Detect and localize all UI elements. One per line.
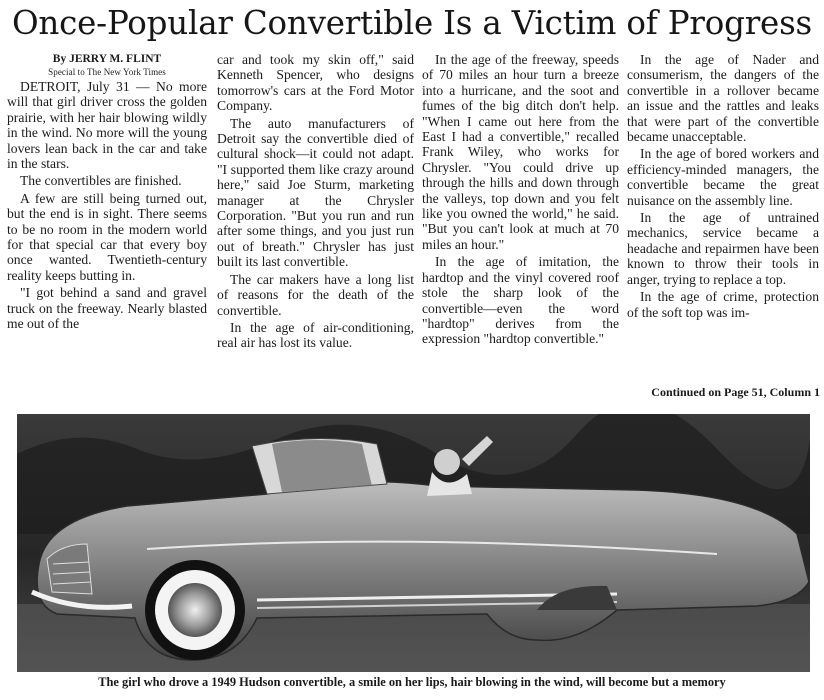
wire-credit: Special to The New York Times (48, 67, 166, 77)
article-column-1 (7, 52, 207, 332)
paragraph: In the age of air-conditioning, real air has lost its value. (217, 319, 414, 351)
article-column-3 (422, 52, 619, 347)
convertible-car-image (17, 414, 810, 672)
car-photo (17, 414, 810, 672)
paragraph: In the age of untrained mechanics, service became a headache and repairmen have been known to throw their tools in anger, trying to replace a top. (627, 210, 819, 287)
paragraph: In the age of crime, protection of the soft top was im- (627, 289, 819, 320)
paragraph: DETROIT, July 31 — No more will that girl driver cross the golden prairie, with her hair blowing wildly in the wind. No more will the young lovers lean back in the car and take in the stars. (7, 79, 207, 172)
paragraph: The auto manufacturers of Detroit say the convertible died of cultural shock—it could not adapt. "I supported them like crazy around here," said Joe Sturm, marketing manager at the Chrysler Corporation. "But you run and run after some things, and you just run out of breath." Chrysler has just built its last convertible. (217, 115, 414, 270)
photo-caption: The girl who drove a 1949 Hudson convertible, a smile on her lips, hair blowing in the wind, will become but a memory (98, 675, 726, 689)
paragraph: In the age of the freeway, speeds of 70 miles an hour turn a breeze into a hurricane, and the soot and fumes of the big ditch don't help. "When I came out here from the East I had a convertible," recalled Frank Wiley, who works for Chrysler. "You could drive up through the hills and down through the valleys, top down and you felt like you owned the world," he said. "But you can't look at much at 70 miles an hour." (422, 52, 619, 252)
paragraph: In the age of Nader and consumerism, the dangers of the convertible in a rollover became an issue and the rattles and leaks that were part of the convertible became unacceptable. (627, 52, 819, 145)
paragraph: The car makers have a long list of reasons for the death of the convertible. (217, 271, 414, 318)
paragraph: The convertibles are finished. (20, 173, 182, 189)
headline: Once-Popular Convertible Is a Victim of Progress (11, 4, 813, 42)
paragraph: "I got behind a sand and gravel truck on the freeway. Nearly blasted me out of the (7, 285, 207, 332)
article-column-2 (217, 52, 414, 351)
article-column-4 (627, 52, 819, 320)
paragraph: car and took my skin off," said Kenneth Spencer, who designs tomorrow's cars at the Ford Motor Company. (217, 52, 414, 114)
continued-link[interactable]: Continued on Page 51, Column 1 (651, 385, 820, 399)
paragraph: A few are still being turned out, but the end is in sight. There seems to be no room in the modern world for that special car that every boy once wanted. Twentieth-century reality keeps butting in. (7, 190, 207, 283)
paragraph: In the age of imitation, the hardtop and the vinyl covered roof stole the sharp look of the convertible—even the word "hardtop" derives from the expression "hardtop convertible." (422, 254, 619, 347)
byline: By JERRY M. FLINT (52, 53, 162, 65)
paragraph: In the age of bored workers and efficiency-minded managers, the convertible became the great nuisance on the assembly line. (627, 146, 819, 208)
